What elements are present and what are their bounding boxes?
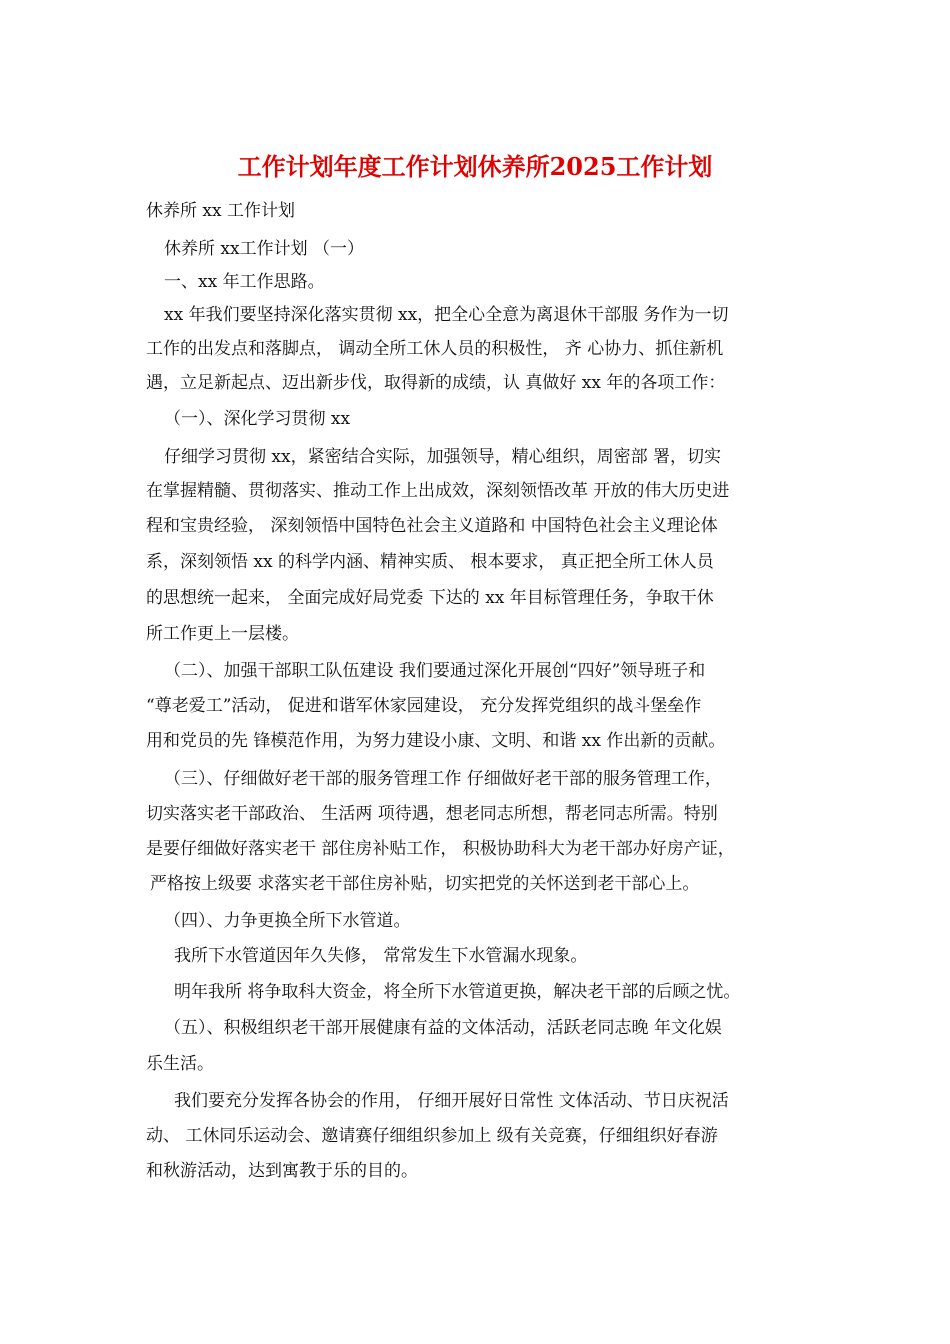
text-line: （四）、力争更换全所下水管道。 [164, 911, 411, 931]
text-line: xx 年我们要坚持深化落实贯彻 xx，把全心全意为离退休干部服 务作为一切 [164, 305, 729, 325]
text-line: （五）、积极组织老干部开展健康有益的文体活动，活跃老同志晚 年文化娱 [164, 1018, 722, 1038]
text-line: 乐生活。 [146, 1054, 214, 1074]
text-line: “尊老爱工”活动， 促进和谐军休家园建设， 充分发挥党组织的战斗堡垒作 [146, 696, 702, 716]
text-line: 程和宝贵经验， 深刻领悟中国特色社会主义道路和 中国特色社会主义理论体 [146, 516, 718, 536]
text-line: 明年我所 将争取科大资金，将全所下水管道更换，解决老干部的后顾之忧。 [174, 982, 741, 1002]
text-line: 动、 工休同乐运动会、邀请赛仔细组织参加上 级有关竞赛，仔细组织好春游 [146, 1126, 718, 1146]
text-line: 我们要充分发挥各协会的作用， 仔细开展好日常性 文体活动、节日庆祝活 [174, 1091, 729, 1111]
text-line: 的思想统一起来， 全面完成好局党委 下达的 xx 年目标管理任务，争取干休 [146, 588, 714, 608]
text-line: （二）、加强干部职工队伍建设 我们要通过深化开展创“四好”领导班子和 [164, 661, 706, 681]
text-line: 是要仔细做好落实老干 部住房补贴工作， 积极协助科大为老干部办好房产证， [146, 839, 735, 859]
text-line: 严格按上级要 求落实老干部住房补贴，切实把党的关怀送到老干部心上。 [150, 874, 700, 894]
text-line: 和秋游活动，达到寓教于乐的目的。 [146, 1161, 418, 1181]
text-line: 用和党员的先 锋模范作用，为努力建设小康、文明、和谐 xx 作出新的贡献。 [146, 731, 726, 751]
text-line: 休养所 xx工作计划 （一） [164, 239, 364, 259]
text-line: 所工作更上一层楼。 [146, 624, 299, 644]
text-line: 工作的出发点和落脚点， 调动全所工休人员的积极性， 齐 心协力、抓住新机 [146, 339, 724, 359]
text-line: 在掌握精髓、贯彻落实、推动工作上出成效，深刻领悟改革 开放的伟大历史进 [146, 481, 730, 501]
text-line: 遇，立足新起点、迈出新步伐，取得新的成绩，认 真做好 xx 年的各项工作： [146, 373, 726, 393]
text-line: 一、xx 年工作思路。 [164, 272, 325, 292]
text-line: （一）、深化学习贯彻 xx [164, 409, 351, 429]
text-line: 休养所 xx 工作计划 [146, 201, 295, 221]
text-line: （三）、仔细做好老干部的服务管理工作 仔细做好老干部的服务管理工作， [164, 769, 722, 789]
text-line: 切实落实老干部政治、 生活两 项待遇，想老同志所想，帮老同志所需。特别 [146, 804, 718, 824]
document-title: 工作计划年度工作计划休养所2025工作计划 [237, 152, 713, 181]
text-line: 仔细学习贯彻 xx，紧密结合实际，加强领导，精心组织，周密部 署，切实 [164, 447, 721, 467]
text-line: 我所下水管道因年久失修， 常常发生下水管漏水现象。 [174, 946, 588, 966]
text-line: 系，深刻领悟 xx 的科学内涵、精神实质、 根本要求， 真正把全所工休人员 [146, 552, 714, 572]
